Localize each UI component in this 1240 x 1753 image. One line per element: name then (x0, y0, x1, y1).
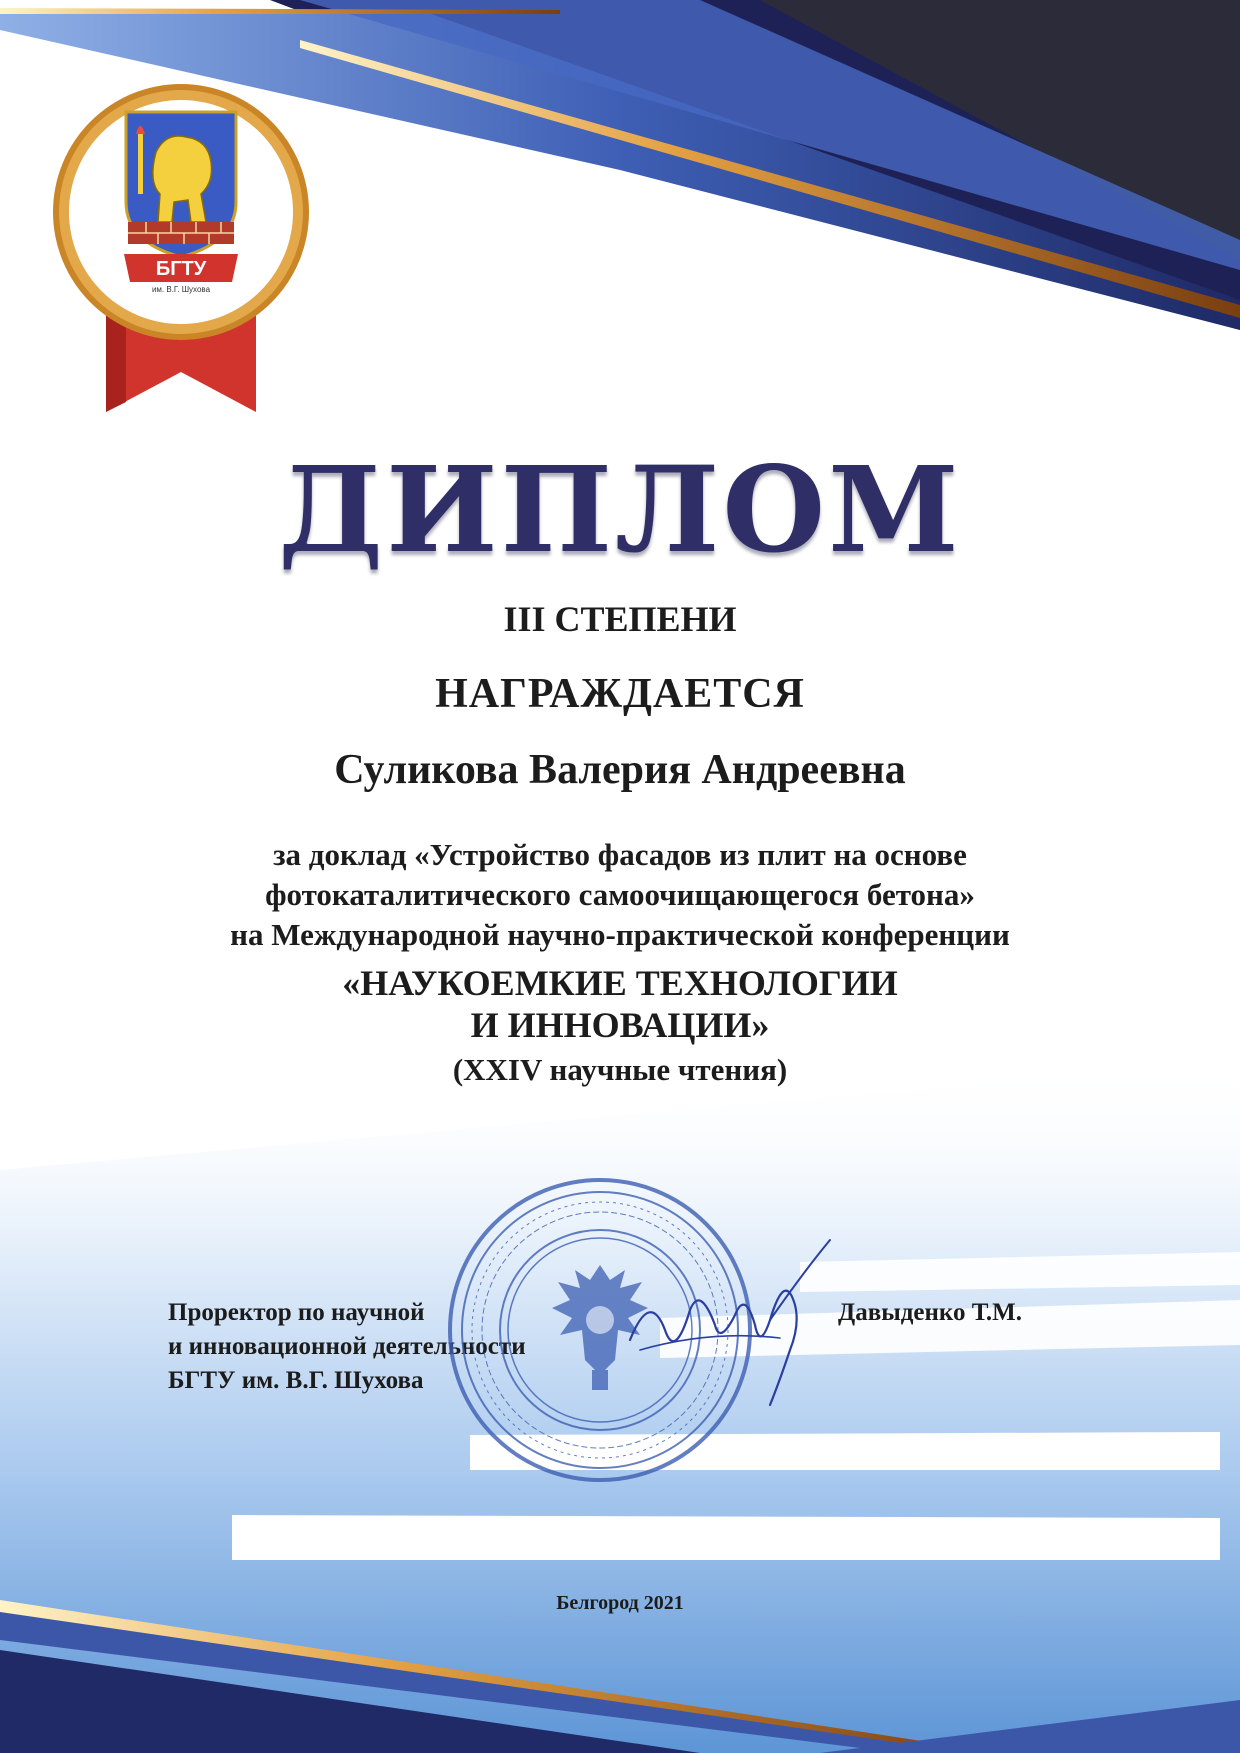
white-stripe-4 (232, 1515, 1220, 1560)
diploma-degree: III СТЕПЕНИ (503, 599, 737, 639)
signer-name: Давыденко Т.М. (838, 1299, 1022, 1326)
description-line: фотокаталитического самоочищающегося бетона» (265, 877, 975, 912)
position-line: БГТУ им. В.Г. Шухова (168, 1367, 424, 1394)
handwritten-signature (620, 1230, 840, 1410)
city-year: Белгород 2021 (556, 1592, 684, 1614)
awarded-label: НАГРАЖДАЕТСЯ (435, 671, 805, 717)
conference-name (0, 962, 1240, 1046)
description-line: на Международной научно-практической конференции (230, 917, 1010, 952)
report-description (0, 835, 1240, 955)
conference-line: «НАУКОЕМКИЕ ТЕХНОЛОГИИ (342, 963, 898, 1003)
recipient-name: Суликова Валерия Андреевна (334, 747, 906, 793)
position-line: Проректор по научной (168, 1299, 425, 1326)
position-line: и инновационной деятельности (168, 1333, 526, 1360)
university-logo (46, 82, 316, 422)
diploma-title: ДИПЛОМ (278, 440, 962, 579)
description-line: за доклад «Устройство фасадов из плит на основе (273, 837, 967, 872)
torch-icon (138, 134, 143, 194)
conference-edition: (XXIV научные чтения) (452, 1052, 788, 1087)
logo-abbreviation: БГТУ (155, 258, 207, 280)
logo-subtitle: им. В.Г. Шухова (151, 285, 211, 294)
conference-line: И ИННОВАЦИИ» (470, 1005, 770, 1045)
